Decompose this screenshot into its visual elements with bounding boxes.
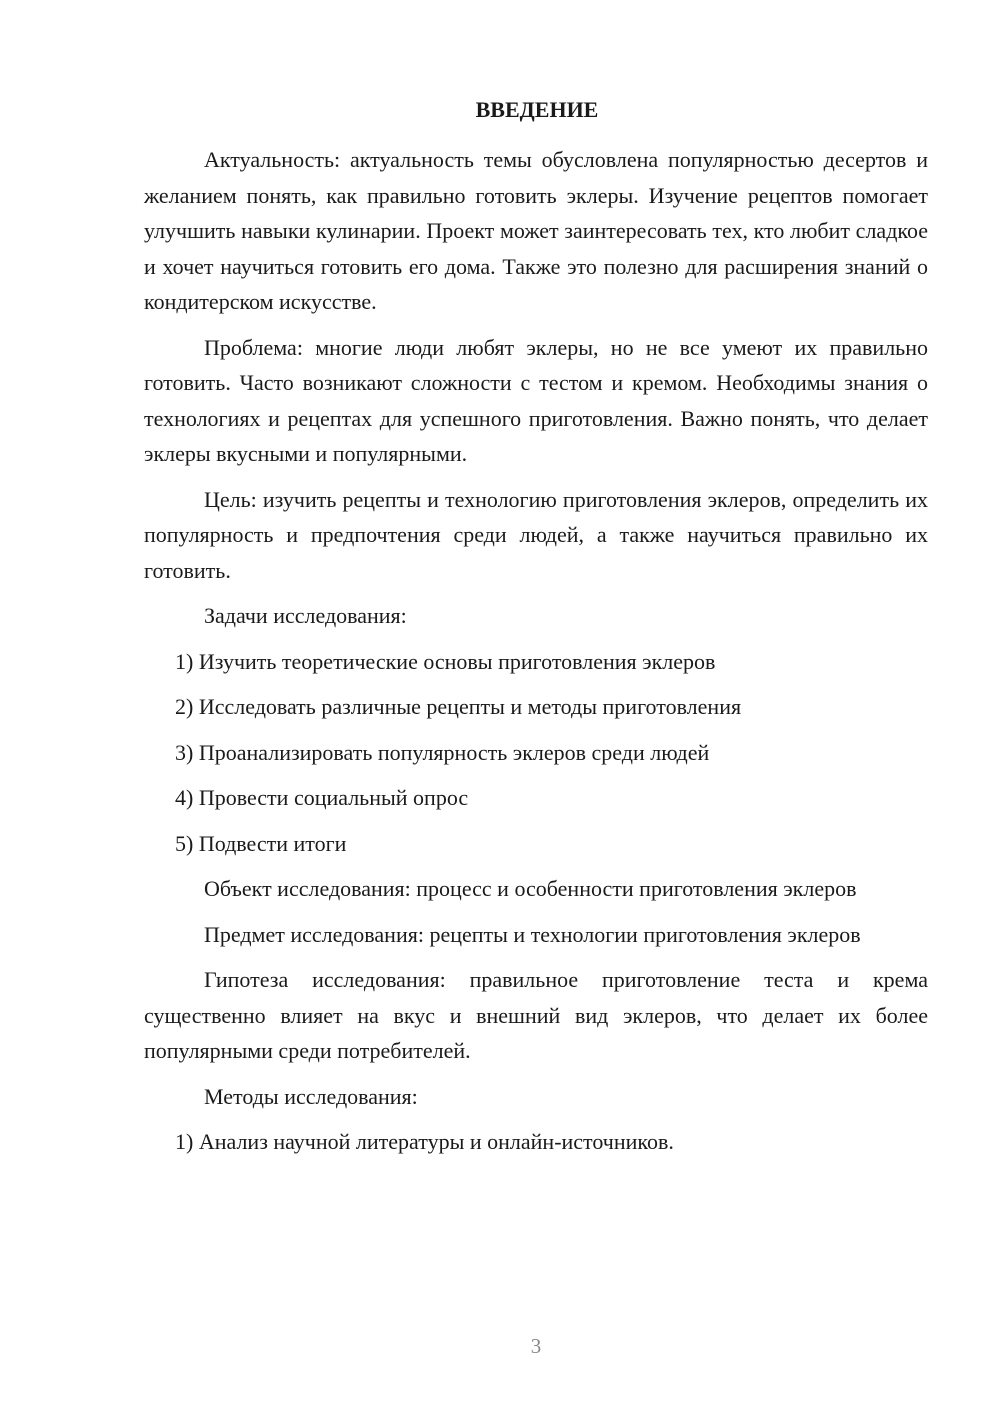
problem-paragraph: Проблема: многие люди любят эклеры, но не все умеют их правильно готовить. Часто возникают сложности с тестом и кремом. Необходимы знания о технологиях и рецептах для успешного приготовления. Важно понять, что делает эклеры вкусными и популярными. xyxy=(144,334,928,466)
list-item: 5) Подвести итоги xyxy=(175,830,347,856)
object-paragraph: Объект исследования: процесс и особенности приготовления эклеров xyxy=(204,876,857,901)
methods-list xyxy=(144,1124,928,1160)
page-content xyxy=(144,95,928,1170)
page-number: 3 xyxy=(530,1334,542,1358)
tasks-list xyxy=(144,644,928,862)
section-heading: ВВЕДЕНИЕ xyxy=(475,97,599,122)
list-item: 1) Анализ научной литературы и онлайн-источников. xyxy=(175,1129,674,1154)
hypothesis-paragraph: Гипотеза исследования: правильное приготовление теста и крема существенно влияет на вкус и внешний вид эклеров, что делает их более популярными среди потребителей. xyxy=(144,967,928,1063)
list-item: 3) Проанализировать популярность эклеров среди людей xyxy=(175,739,710,765)
subject-paragraph: Предмет исследования: рецепты и технологии приготовления эклеров xyxy=(204,921,861,947)
list-item: 1) Изучить теоретические основы приготовления эклеров xyxy=(175,648,716,674)
tasks-title: Задачи исследования: xyxy=(204,603,407,628)
methods-title: Методы исследования: xyxy=(204,1083,418,1109)
goal-paragraph: Цель: изучить рецепты и технологию приготовления эклеров, определить их популярность и предпочтения среди людей, а также научиться правильно их готовить. xyxy=(144,486,928,583)
list-item: 4) Провести социальный опрос xyxy=(175,785,469,810)
list-item: 2) Исследовать различные рецепты и методы приготовления xyxy=(175,694,742,719)
relevance-paragraph: Актуальность: актуальность темы обусловлена популярностью десертов и желанием понять, как правильно готовить эклеры. Изучение рецептов помогает улучшить навыки кулинарии. Проект может заинтересовать тех, кто любит сладкое и хочет научиться готовить его дома. Также это полезно для расширения знаний о кондитерском искусстве. xyxy=(144,147,928,314)
